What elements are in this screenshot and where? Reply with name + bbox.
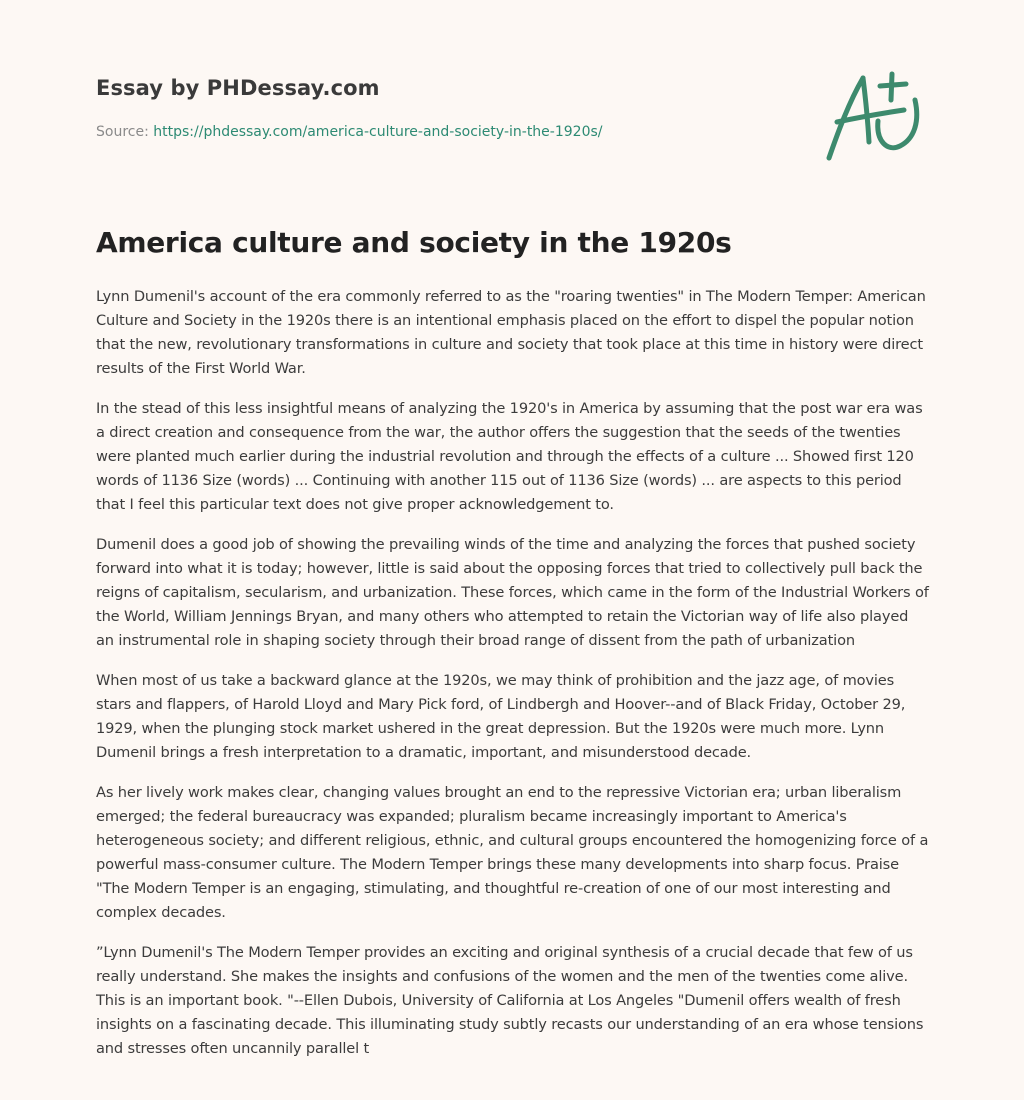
source-line [96, 124, 716, 140]
site-brand: Essay by PHDessay.com [96, 76, 380, 100]
essay-paragraph: Dumenil does a good job of showing the prevailing winds of the time and analyzing the forces that pushed society forward into what it is today; however, little is said about the opposing forces that tried to collectively pull back the reigns of capitalism, secularism, and urbanization. These forces, which came in the form of the Industrial Workers of the World, William Jennings Bryan, and many others who attempted to retain the Victorian way of life also played an instrumental role in shaping society through their broad range of dissent from the path of urbanization [96, 536, 929, 649]
essay-header [96, 76, 716, 140]
essay-paragraph: Lynn Dumenil's account of the era commonly referred to as the "roaring twenties" in The Modern Temper: American Culture and Society in the 1920s there is an intentional emphasis placed on the effort to dispel the popular notion that the new, revolutionary transformations in culture and society that took place at this time in history were direct results of the First World War. [96, 288, 926, 377]
essay-title: America culture and society in the 1920s [96, 226, 732, 259]
essay-body [96, 285, 930, 1077]
essay-paragraph: As her lively work makes clear, changing values brought an end to the repressive Victorian era; urban liberalism emerged; the federal bureaucracy was expanded; pluralism became increasingly important to America's heterogeneous society; and different religious, ethnic, and cultural groups encountered the homogenizing force of a powerful mass-consumer culture. The Modern Temper brings these many developments into sharp focus. Praise "The Modern Temper is an engaging, stimulating, and thoughtful re-creation of one of our most interesting and complex decades. [96, 784, 929, 921]
essay-paragraph: ”Lynn Dumenil's The Modern Temper provides an exciting and original synthesis of a crucial decade that few of us really understand. She makes the insights and confusions of the women and the men of the twenties come alive. This is an important book. "--Ellen Dubois, University of California at Los Angeles "Dumenil offers wealth of fresh insights on a fascinating decade. This illuminating study subtly recasts our understanding of an era whose tensions and stresses often uncannily parallel t [96, 944, 924, 1057]
source-link[interactable]: https://phdessay.com/america-culture-and-society-in-the-1920s/ [153, 124, 603, 140]
essay-paragraph: In the stead of this less insightful means of analyzing the 1920's in America by assuming that the post war era was a direct creation and consequence from the war, the author offers the suggestion that the seeds of the twenties were planted much earlier during the industrial revolution and through the effects of a culture ... Showed first 120 words of 1136 Size (words) ... Continuing with another 115 out of 1136 Size (words) ... are aspects to this period that I feel this particular text does not give proper acknowledgement to. [96, 400, 923, 513]
source-label: Source: [96, 124, 154, 140]
a-plus-grade-icon [822, 66, 932, 166]
essay-paragraph: When most of us take a backward glance at the 1920s, we may think of prohibition and the jazz age, of movies stars and flappers, of Harold Lloyd and Mary Pick ford, of Lindbergh and Hoover--and of Black Friday, October 29, 1929, when the plunging stock market ushered in the great depression. But the 1920s were much more. Lynn Dumenil brings a fresh interpretation to a dramatic, important, and misunderstood decade. [96, 672, 906, 761]
